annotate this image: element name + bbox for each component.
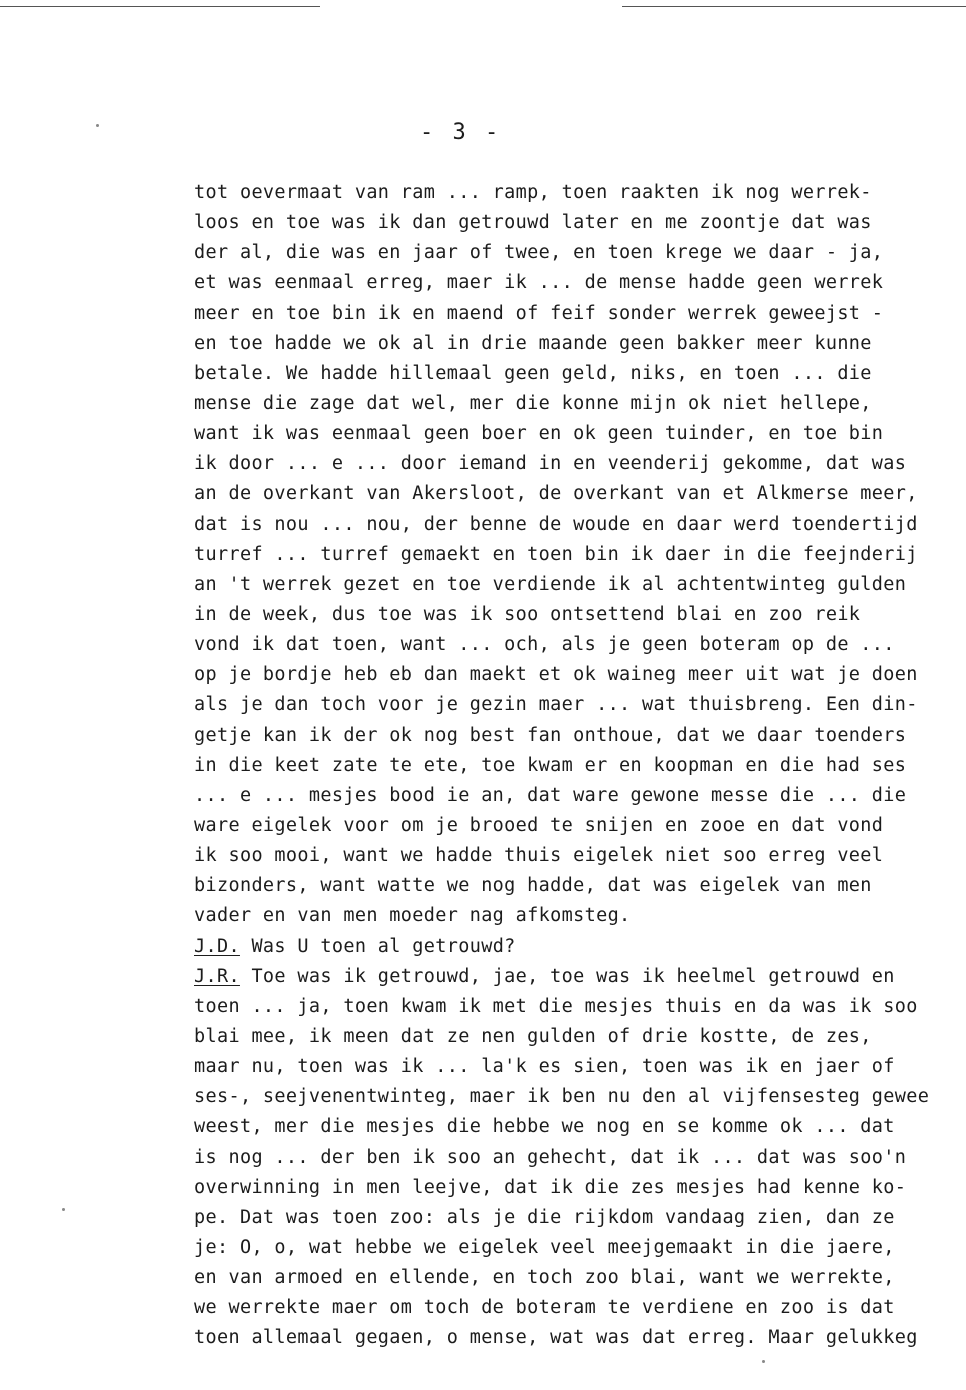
line-text: vond ik dat toen, want ... och, als je geen boteram op de ... bbox=[194, 634, 895, 656]
text-line bbox=[194, 751, 966, 781]
text-line bbox=[194, 510, 966, 540]
text-line bbox=[194, 781, 966, 811]
text-line bbox=[194, 479, 966, 509]
text-line bbox=[194, 540, 966, 570]
text-line bbox=[194, 690, 966, 720]
scan-speck bbox=[762, 1360, 765, 1363]
text-line bbox=[194, 1203, 966, 1233]
line-text: ware eigelek voor om je brooed te snijen en zooe en dat vond bbox=[194, 814, 884, 836]
text-line bbox=[194, 871, 966, 901]
speaker-initials: J.R. bbox=[194, 965, 240, 987]
text-line bbox=[194, 208, 966, 238]
line-text: op je bordje heb eb dan maekt et ok waineg meer uit wat je doen bbox=[194, 664, 918, 686]
line-text: meer en toe bin ik en maend of feif sonder werrek geweejst - bbox=[194, 302, 884, 324]
line-text: in die keet zate te ete, toe kwam er en koopman en die had ses bbox=[194, 754, 907, 776]
text-line bbox=[194, 419, 966, 449]
line-text: bizonders, want watte we nog hadde, dat was eigelek van men bbox=[194, 875, 872, 897]
text-line bbox=[194, 992, 966, 1022]
line-text: pe. Dat was toen zoo: als je die rijkdom vandaag zien, dan ze bbox=[194, 1206, 895, 1228]
line-text: je: O, o, wat hebbe we eigelek veel meejgemaakt in die jaere, bbox=[194, 1236, 895, 1258]
line-text: weest, mer die mesjes die hebbe we nog en se komme ok ... dat bbox=[194, 1116, 895, 1138]
line-text: dat is nou ... nou, der benne de woude en daar werd toendertijd bbox=[194, 513, 918, 535]
scan-speck bbox=[96, 124, 99, 127]
text-line bbox=[194, 1143, 966, 1173]
text-line bbox=[194, 841, 966, 871]
transcript-body bbox=[194, 178, 966, 1353]
line-text: is nog ... der ben ik soo an gehecht, dat ik ... dat was soo'n bbox=[194, 1146, 907, 1168]
text-line bbox=[194, 1112, 966, 1142]
line-text: als je dan toch voor je gezin maer ... wat thuisbreng. Een din- bbox=[194, 694, 918, 716]
line-text: overwinning in men leejve, dat ik die zes mesjes had kenne ko- bbox=[194, 1176, 907, 1198]
line-text: we werrekte maer om toch de boteram te verdiene en zoo is dat bbox=[194, 1297, 895, 1319]
line-text: getje kan ik der ok nog best fan onthoue, dat we daar toenders bbox=[194, 724, 907, 746]
text-line bbox=[194, 238, 966, 268]
text-line bbox=[194, 570, 966, 600]
scan-speck bbox=[62, 1208, 65, 1211]
line-text: Was U toen al getrouwd? bbox=[239, 935, 516, 957]
text-line bbox=[194, 721, 966, 751]
text-line bbox=[194, 1173, 966, 1203]
line-text: ses-, seejvenentwinteg, maer ik ben nu den al vijfensesteg gewee bbox=[194, 1086, 930, 1108]
text-line bbox=[194, 962, 966, 992]
text-line bbox=[194, 1293, 966, 1323]
text-line bbox=[194, 600, 966, 630]
text-line bbox=[194, 1323, 966, 1353]
text-line bbox=[194, 630, 966, 660]
line-text: toen ... ja, toen kwam ik met die mesjes thuis en da was ik soo bbox=[194, 995, 918, 1017]
text-line bbox=[194, 1052, 966, 1082]
text-line bbox=[194, 268, 966, 298]
text-line bbox=[194, 178, 966, 208]
text-line bbox=[194, 811, 966, 841]
text-line bbox=[194, 1082, 966, 1112]
line-text: in de week, dus toe was ik soo ontsettend blai en zoo reik bbox=[194, 603, 861, 625]
line-text: maar nu, toen was ik ... la'k es sien, toen was ik en jaer of bbox=[194, 1056, 895, 1078]
text-line bbox=[194, 329, 966, 359]
line-text: toen allemaal gegaen, o mense, wat was dat erreg. Maar gelukkeg bbox=[194, 1327, 918, 1349]
text-line bbox=[194, 1233, 966, 1263]
line-text: en van armoed en ellende, en toch zoo blai, want we werrekte, bbox=[194, 1267, 895, 1289]
text-line bbox=[194, 389, 966, 419]
text-line bbox=[194, 359, 966, 389]
line-text: ik door ... e ... door iemand in en veenderij gekomme, dat was bbox=[194, 453, 907, 475]
line-text: an de overkant van Akersloot, de overkant van et Alkmerse meer, bbox=[194, 483, 918, 505]
line-text: der al, die was en jaar of twee, en toen krege we daar - ja, bbox=[194, 242, 884, 264]
text-line bbox=[194, 1022, 966, 1052]
text-line bbox=[194, 1263, 966, 1293]
line-text: mense die zage dat wel, mer die konne mijn ok niet hellepe, bbox=[194, 392, 872, 414]
top-edge-rule-right bbox=[622, 6, 966, 7]
page-number: - 3 - bbox=[420, 120, 502, 145]
line-text: en toe hadde we ok al in drie maande geen bakker meer kunne bbox=[194, 332, 872, 354]
text-line bbox=[194, 449, 966, 479]
line-text: Toe was ik getrouwd, jae, toe was ik heelmel getrouwd en bbox=[239, 965, 895, 987]
line-text: blai mee, ik meen dat ze nen gulden of drie kostte, de zes, bbox=[194, 1025, 872, 1047]
line-text: et was eenmaal erreg, maer ik ... de mense hadde geen werrek bbox=[194, 272, 884, 294]
line-text: vader en van men moeder nag afkomsteg. bbox=[194, 905, 631, 927]
text-line bbox=[194, 901, 966, 931]
text-line bbox=[194, 299, 966, 329]
line-text: an 't werrek gezet en toe verdiende ik al achtentwinteg gulden bbox=[194, 573, 907, 595]
line-text: ... e ... mesjes bood ie an, dat ware gewone messe die ... die bbox=[194, 784, 907, 806]
line-text: loos en toe was ik dan getrouwd later en me zoontje dat was bbox=[194, 212, 872, 234]
speaker-initials: J.D. bbox=[194, 935, 240, 957]
top-edge-rule-left bbox=[0, 6, 320, 7]
text-line bbox=[194, 932, 966, 962]
text-line bbox=[194, 660, 966, 690]
line-text: turref ... turref gemaekt en toen bin ik daer in die feejnderij bbox=[194, 543, 918, 565]
line-text: ik soo mooi, want we hadde thuis eigelek niet soo erreg veel bbox=[194, 845, 884, 867]
line-text: betale. We hadde hillemaal geen geld, niks, en toen ... die bbox=[194, 362, 872, 384]
line-text: tot oevermaat van ram ... ramp, toen raakten ik nog werrek- bbox=[194, 182, 872, 203]
line-text: want ik was eenmaal geen boer en ok geen tuinder, en toe bin bbox=[194, 423, 884, 445]
